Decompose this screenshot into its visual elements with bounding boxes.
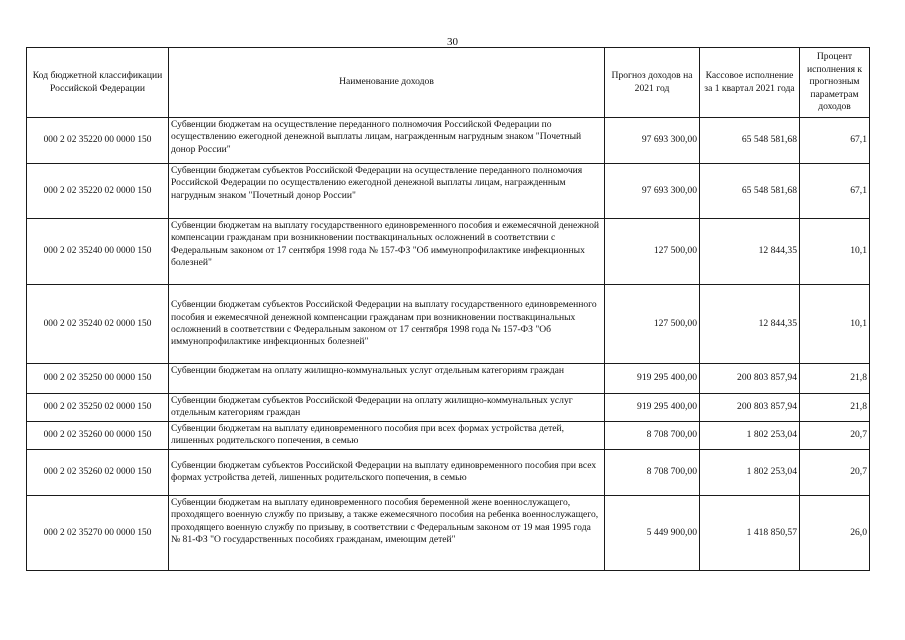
row-name: Субвенции бюджетам на выплату единовременного пособия беременной жене военнослужащего, проходящего военную службу по призыву, а также ежемесячного пособия на ребенка военнослужащего, проходящего военную службу по призыву, в соответствии с Федеральным законом от 19 мая 1995 года № 81-ФЗ "О государственных пособиях гражданам, имеющим детей" [169, 495, 605, 570]
row-forecast: 919 295 400,00 [605, 394, 700, 422]
row-percent: 26,0 [800, 495, 870, 570]
row-forecast: 97 693 300,00 [605, 118, 700, 164]
row-name: Субвенции бюджетам субъектов Российской Федерации на осуществление переданного полномочия Российской Федерации по осуществлению ежегодной денежной выплаты лицам, награжденным нагрудным знаком "Почетный донор России" [169, 164, 605, 219]
row-code: 000 2 02 35270 00 0000 150 [27, 495, 169, 570]
table-row [27, 285, 870, 364]
row-name: Субвенции бюджетам на осуществление переданного полномочия Российской Федерации по осуществлению ежегодной денежной выплаты лицам, награжденным нагрудным знаком "Почетный донор России" [169, 118, 605, 164]
row-cash: 65 548 581,68 [700, 118, 800, 164]
table-row [27, 219, 870, 285]
revenue-table [26, 47, 870, 571]
row-name: Субвенции бюджетам на выплату единовременного пособия при всех формах устройства детей, лишенных родительского попечения, в семью [169, 421, 605, 449]
table-row [27, 118, 870, 164]
table-row [27, 364, 870, 394]
row-code: 000 2 02 35220 00 0000 150 [27, 118, 169, 164]
header-code: Код бюджетной классификации Российской Федерации [27, 48, 169, 118]
row-code: 000 2 02 35250 02 0000 150 [27, 394, 169, 422]
row-percent: 20,7 [800, 449, 870, 495]
header-percent: Процент исполнения к прогнозным параметрам доходов [800, 48, 870, 118]
row-name: Субвенции бюджетам на оплату жилищно-коммунальных услуг отдельным категориям граждан [169, 364, 605, 394]
row-code: 000 2 02 35220 02 0000 150 [27, 164, 169, 219]
table-row [27, 495, 870, 570]
row-percent: 21,8 [800, 394, 870, 422]
row-forecast: 127 500,00 [605, 219, 700, 285]
row-cash: 200 803 857,94 [700, 394, 800, 422]
row-percent: 10,1 [800, 219, 870, 285]
table-row [27, 421, 870, 449]
row-name: Субвенции бюджетам субъектов Российской Федерации на выплату единовременного пособия при всех формах устройства детей, лишенных родительского попечения, в семью [169, 449, 605, 495]
row-cash: 1 802 253,04 [700, 421, 800, 449]
row-cash: 1 802 253,04 [700, 449, 800, 495]
header-forecast: Прогноз доходов на 2021 год [605, 48, 700, 118]
row-code: 000 2 02 35240 00 0000 150 [27, 219, 169, 285]
row-percent: 21,8 [800, 364, 870, 394]
row-forecast: 127 500,00 [605, 285, 700, 364]
table-row [27, 394, 870, 422]
row-forecast: 8 708 700,00 [605, 449, 700, 495]
row-forecast: 5 449 900,00 [605, 495, 700, 570]
row-forecast: 8 708 700,00 [605, 421, 700, 449]
row-percent: 10,1 [800, 285, 870, 364]
row-code: 000 2 02 35260 00 0000 150 [27, 421, 169, 449]
header-name: Наименование доходов [169, 48, 605, 118]
row-code: 000 2 02 35240 02 0000 150 [27, 285, 169, 364]
table-row [27, 164, 870, 219]
row-percent: 67,1 [800, 164, 870, 219]
row-percent: 20,7 [800, 421, 870, 449]
header-cash: Кассовое исполнение за 1 квартал 2021 года [700, 48, 800, 118]
row-cash: 12 844,35 [700, 219, 800, 285]
row-name: Субвенции бюджетам субъектов Российской Федерации на выплату государственного единовременного пособия и ежемесячной денежной компенсации гражданам при возникновении поствакцинальных осложнений в соответствии с Федеральным законом от 17 сентября 1998 года № 157-ФЗ "Об иммунопрофилактике инфекционных болезней" [169, 285, 605, 364]
row-code: 000 2 02 35260 02 0000 150 [27, 449, 169, 495]
page-number: 30 [447, 36, 458, 48]
row-name: Субвенции бюджетам субъектов Российской Федерации на оплату жилищно-коммунальных услуг отдельным категориям граждан [169, 394, 605, 422]
row-cash: 200 803 857,94 [700, 364, 800, 394]
row-cash: 12 844,35 [700, 285, 800, 364]
row-cash: 65 548 581,68 [700, 164, 800, 219]
row-forecast: 919 295 400,00 [605, 364, 700, 394]
table-row [27, 449, 870, 495]
row-cash: 1 418 850,57 [700, 495, 800, 570]
row-forecast: 97 693 300,00 [605, 164, 700, 219]
row-percent: 67,1 [800, 118, 870, 164]
row-code: 000 2 02 35250 00 0000 150 [27, 364, 169, 394]
table-header-row [27, 48, 870, 118]
row-name: Субвенции бюджетам на выплату государственного единовременного пособия и ежемесячной денежной компенсации гражданам при возникновении поствакцинальных осложнений в соответствии с Федеральным законом от 17 сентября 1998 года № 157-ФЗ "Об иммунопрофилактике инфекционных болезней" [169, 219, 605, 285]
